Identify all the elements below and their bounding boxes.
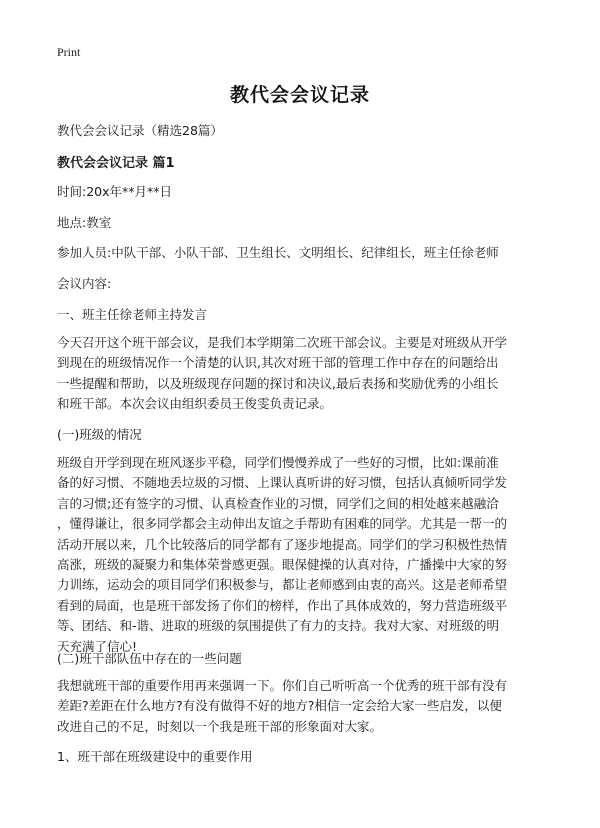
subheading-problems: (二)班干部队伍中存在的一些问题: [57, 651, 242, 666]
section-heading: 教代会会议记录 篇1: [57, 156, 175, 171]
paragraph-line: 活动开展以来，几个比较落后的同学都有了逐步地提高。同学们的学习积极性热情: [57, 536, 508, 552]
meeting-location: 地点:教室: [57, 215, 112, 230]
class-status-paragraph: [57, 453, 549, 657]
paragraph-line: 等、团结、和-谐、进取的班级的氛围提供了有力的支持。我对大家、对班级的明: [57, 618, 500, 634]
paragraph-line: 一些提醒和帮助，以及班级现存问题的探讨和决议,最后表扬和奖励优秀的小组长: [57, 375, 499, 391]
paragraph-line: ，懂得谦让，很多同学都会主动伸出友谊之手帮助有困难的同学。尤其是一帮一的: [57, 516, 508, 532]
paragraph-line: 差距?差距在什么地方?有没有做得不好的地方?相信一定会给大家一些启发，以便: [57, 698, 502, 714]
document-subtitle: 教代会会议记录（精选28篇）: [57, 123, 223, 138]
paragraph-line: 天充满了信心!: [57, 638, 138, 654]
item-heading-one: 一、班主任徐老师主持发言: [57, 307, 208, 322]
paragraph-line: 高涨，班级的凝聚力和集体荣誉感更强。眼保健操的认真对待，广播操中大家的努: [57, 557, 508, 573]
problems-paragraph: [57, 676, 549, 737]
print-label[interactable]: Print: [57, 45, 81, 59]
meeting-participants: 参加人员:中队干部、小队干部、卫生组长、文明组长、纪律组长，班主任徐老师: [57, 245, 499, 260]
paragraph-line: 和班干部。本次会议由组织委员王俊雯负责记录。: [57, 396, 333, 412]
meeting-time: 时间:20x年**月**日: [57, 184, 173, 199]
paragraph-line: 改进自己的不足，时刻以一个我是班干部的形象面对大家。: [57, 718, 383, 734]
intro-paragraph: [57, 333, 549, 415]
page-title: 教代会会议记录: [229, 84, 370, 106]
paragraph-line: 力训练，运动会的项目同学们积极参与，都让老师感到由衷的高兴。这是老师希望: [57, 577, 508, 593]
paragraph-line: 备的好习惯、不随地丢垃圾的习惯、上课认真听讲的好习惯，包括认真倾听同学发: [57, 475, 508, 491]
item-heading-role: 1、班干部在班级建设中的重要作用: [57, 749, 253, 764]
paragraph-line: 到现在的班级情况作一个清楚的认识,其次对班干部的管理工作中存在的问题给出: [57, 355, 499, 371]
content-label: 会议内容:: [57, 276, 112, 291]
paragraph-line: 班级自开学到现在班风逐步平稳，同学们慢慢养成了一些好的习惯，比如:课前准: [57, 455, 499, 470]
paragraph-line: 今天召开这个班干部会议，是我们本学期第二次班干部会议。主要是对班级从开学: [57, 335, 508, 350]
paragraph-line: 看到的局面，也是班干部发扬了你们的榜样，作出了具体成效的，努力营造班级平: [57, 597, 508, 613]
subheading-class-status: (一)班级的情况: [57, 427, 142, 442]
paragraph-line: 我想就班干部的重要作用再来强调一下。你们自己听听高一个优秀的班干部有没有: [57, 678, 508, 693]
paragraph-line: 言的习惯;还有签字的习惯、认真检查作业的习惯，同学们之间的相处越来越融洽: [57, 495, 499, 511]
